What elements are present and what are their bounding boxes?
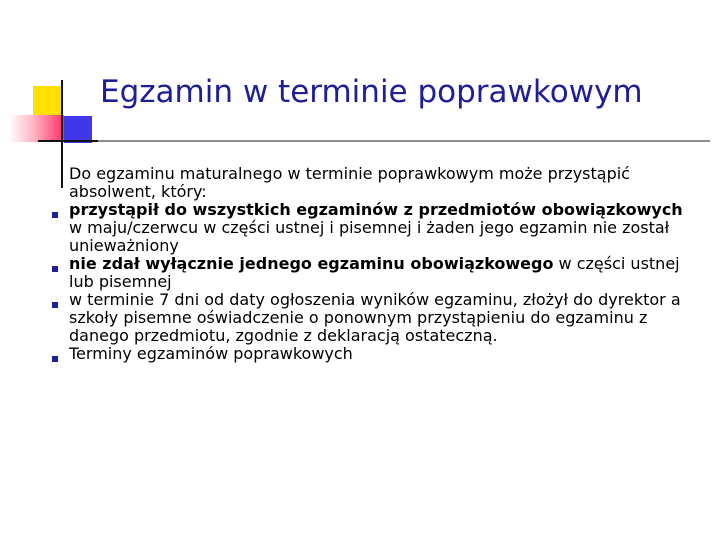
list-item-bold: przystąpił do wszystkich egzaminów z przedmiotów obowiązkowych bbox=[69, 200, 683, 219]
square-bullet-icon bbox=[52, 212, 58, 218]
slide-content bbox=[50, 165, 700, 363]
list-item bbox=[50, 291, 700, 345]
decor-yellow-square bbox=[33, 86, 63, 116]
list-item-text: w części ustnej lub pisemnej bbox=[69, 254, 680, 291]
bullet-list bbox=[50, 201, 700, 363]
list-item-text: w maju/czerwcu w części ustnej i pisemnej i żaden jego egzamin nie został unieważniony bbox=[69, 218, 670, 255]
list-item-text: w terminie 7 dni od daty ogłoszenia wyników egzaminu, złożył do dyrektor a szkoły pisemne oświadczenie o ponownym przystąpieniu do egzaminu z danego przedmiotu, zgodnie z deklaracją ostateczną. bbox=[69, 290, 681, 345]
intro-text: Do egzaminu maturalnego w terminie poprawkowym może przystąpić absolwent, który: bbox=[69, 164, 630, 201]
square-bullet-icon bbox=[52, 302, 58, 308]
square-bullet-icon bbox=[52, 356, 58, 362]
list-item bbox=[50, 345, 700, 363]
title-underline-accent bbox=[38, 140, 98, 142]
list-item bbox=[50, 255, 700, 291]
slide-title: Egzamin w terminie poprawkowym bbox=[100, 74, 643, 110]
list-item-text: Terminy egzaminów poprawkowych bbox=[69, 344, 353, 363]
square-bullet-icon bbox=[52, 266, 58, 272]
decor-blue-square bbox=[64, 116, 92, 143]
decor-red-gradient-bar bbox=[9, 115, 64, 142]
list-item-bold: nie zdał wyłącznie jednego egzaminu obowiązkowego bbox=[69, 254, 554, 273]
title-underline bbox=[38, 140, 710, 142]
list-item bbox=[50, 201, 700, 255]
